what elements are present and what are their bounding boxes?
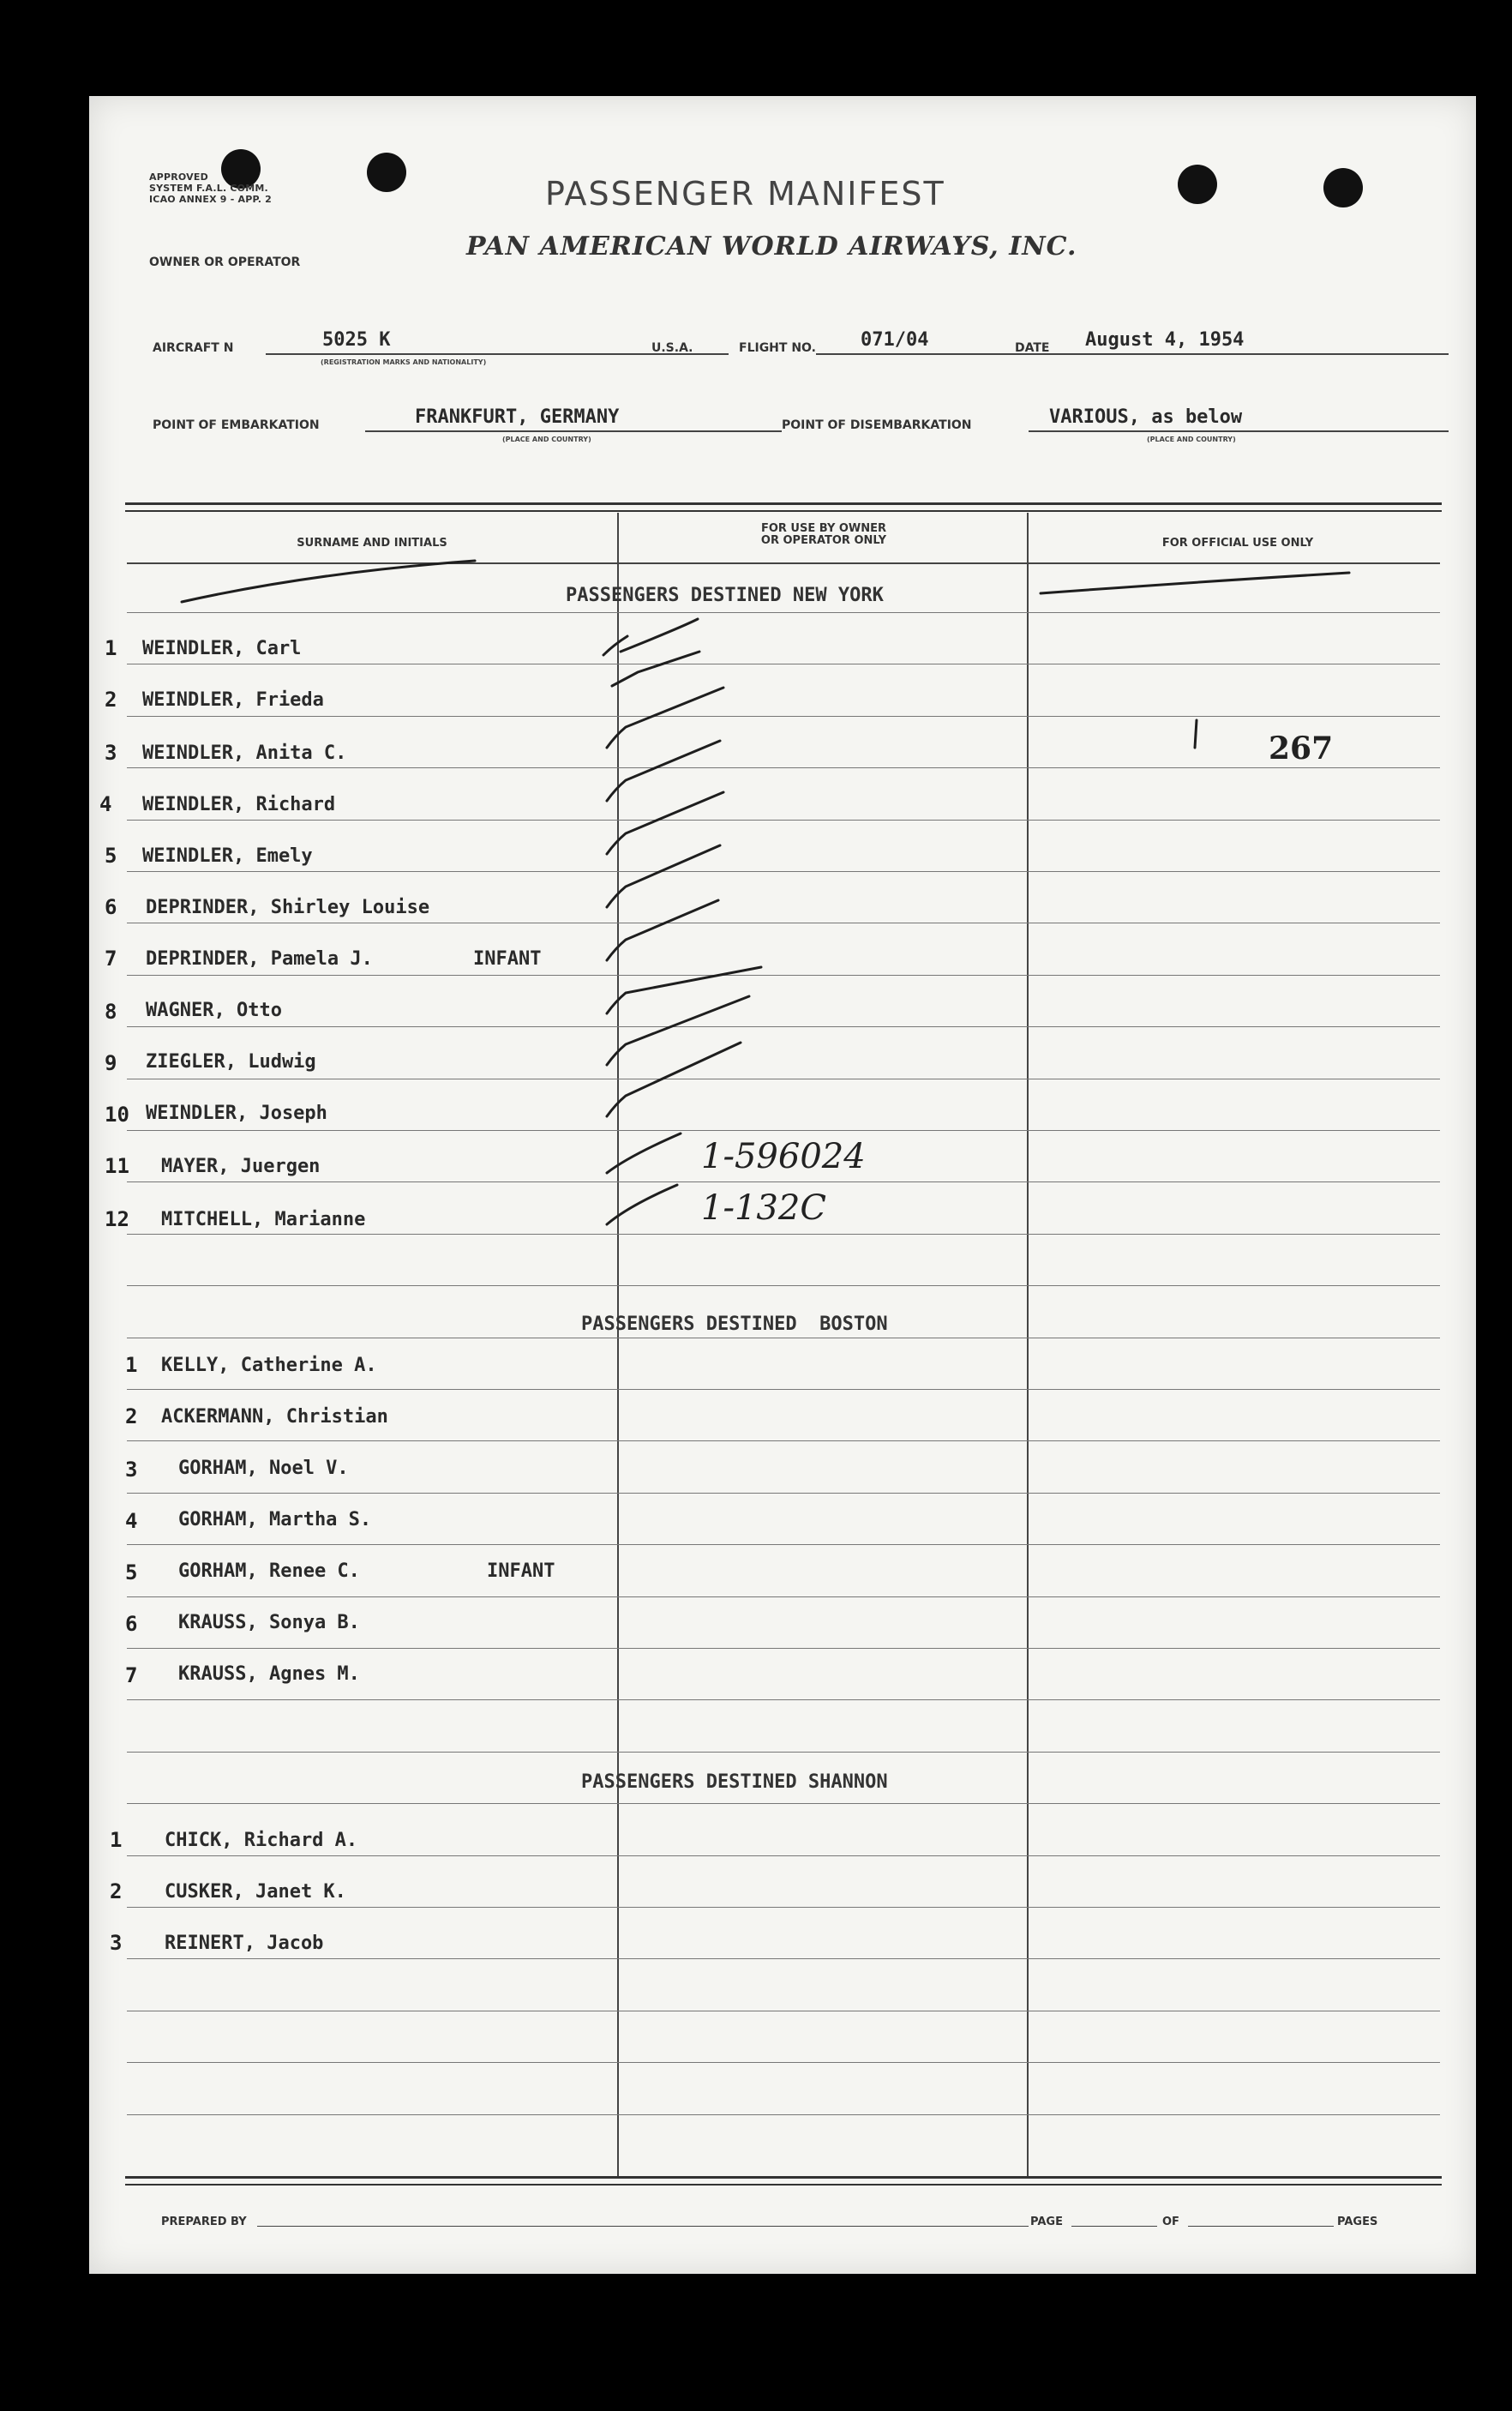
passenger-number: 1 bbox=[125, 1353, 138, 1377]
passenger-name: ZIEGLER, Ludwig bbox=[146, 1051, 316, 1073]
passenger-number: 1 bbox=[110, 1828, 123, 1852]
usa-label: U.S.A. bbox=[651, 341, 693, 355]
passenger-name: CUSKER, Janet K. bbox=[165, 1881, 346, 1903]
prepared-by-label: PREPARED BY bbox=[161, 2216, 247, 2228]
date-label: DATE bbox=[1015, 341, 1050, 355]
passenger-name: KELLY, Catherine A. bbox=[161, 1355, 377, 1376]
checkmark bbox=[607, 792, 723, 854]
passenger-name: GORHAM, Renee C. bbox=[178, 1560, 360, 1582]
passenger-name: MAYER, Juergen bbox=[161, 1156, 321, 1177]
passenger-name: KRAUSS, Agnes M. bbox=[178, 1663, 360, 1685]
aircraft-sublabel: (REGISTRATION MARKS AND NATIONALITY) bbox=[321, 358, 487, 366]
passenger-number: 10 bbox=[105, 1103, 129, 1127]
pen-stroke bbox=[1195, 720, 1197, 748]
handwritten-ticket-number: 1-596024 bbox=[701, 1137, 866, 1176]
checkmark bbox=[607, 1185, 677, 1224]
disembarkation-label: POINT OF DISEMBARKATION bbox=[782, 418, 972, 432]
passenger-name: MITCHELL, Marianne bbox=[161, 1209, 366, 1230]
checkmark bbox=[607, 996, 749, 1065]
passenger-number: 11 bbox=[105, 1154, 129, 1178]
pen-stroke bbox=[1041, 573, 1349, 593]
approval-line: ICAO ANNEX 9 - APP. 2 bbox=[149, 194, 272, 205]
passenger-number: 5 bbox=[105, 844, 117, 868]
passenger-number: 6 bbox=[105, 895, 117, 919]
passenger-number: 8 bbox=[105, 1000, 117, 1024]
passenger-number: 3 bbox=[125, 1458, 138, 1482]
checkmark bbox=[607, 688, 723, 748]
passenger-number: 2 bbox=[110, 1879, 123, 1903]
date-value: August 4, 1954 bbox=[1085, 329, 1245, 351]
pages-label: PAGES bbox=[1337, 2216, 1378, 2228]
of-label: OF bbox=[1162, 2216, 1179, 2228]
passenger-name: CHICK, Richard A. bbox=[165, 1830, 358, 1851]
passenger-number: 4 bbox=[99, 792, 112, 816]
checkmarks bbox=[89, 96, 1476, 2274]
passenger-name: KRAUSS, Sonya B. bbox=[178, 1612, 360, 1633]
passenger-number: 3 bbox=[110, 1931, 123, 1955]
checkmark bbox=[607, 845, 720, 907]
passenger-name: WEINDLER, Anita C. bbox=[142, 743, 347, 764]
disembarkation-sublabel: (PLACE AND COUNTRY) bbox=[1147, 436, 1236, 443]
checkmark bbox=[603, 619, 698, 655]
aircraft-label: AIRCRAFT N bbox=[153, 341, 234, 355]
handwritten-ticket-number: 1-132C bbox=[701, 1188, 826, 1228]
owner-label: OWNER OR OPERATOR bbox=[149, 256, 301, 269]
company-name: PAN AMERICAN WORLD AIRWAYS, INC. bbox=[466, 231, 1077, 262]
passenger-number: 3 bbox=[105, 741, 117, 765]
embarkation-label: POINT OF EMBARKATION bbox=[153, 418, 320, 432]
embarkation-value: FRANKFURT, GERMANY bbox=[415, 406, 620, 428]
aircraft-value: 5025 K bbox=[322, 329, 391, 351]
column-header-owner: FOR USE BY OWNER OR OPERATOR ONLY bbox=[760, 522, 887, 547]
passenger-number: 7 bbox=[105, 947, 117, 971]
pen-stroke bbox=[182, 561, 475, 602]
infant-note: INFANT bbox=[473, 948, 542, 970]
passenger-number: 1 bbox=[105, 636, 117, 660]
column-header-official: FOR OFFICIAL USE ONLY bbox=[1161, 537, 1314, 550]
passenger-number: 2 bbox=[125, 1404, 138, 1428]
passenger-name: DEPRINDER, Pamela J. bbox=[146, 948, 373, 970]
official-note: 267 bbox=[1269, 731, 1334, 767]
approval-line: SYSTEM F.A.L. COMM. bbox=[149, 183, 268, 194]
section-heading-boston: PASSENGERS DESTINED BOSTON bbox=[581, 1314, 888, 1335]
passenger-number: 6 bbox=[125, 1612, 138, 1636]
passenger-name: WEINDLER, Joseph bbox=[146, 1103, 327, 1124]
checkmark bbox=[612, 652, 699, 686]
passenger-name: GORHAM, Noel V. bbox=[178, 1458, 349, 1479]
passenger-name: REINERT, Jacob bbox=[165, 1933, 324, 1954]
checkmark bbox=[607, 967, 761, 1013]
passenger-name: ACKERMANN, Christian bbox=[161, 1406, 388, 1428]
passenger-number: 4 bbox=[125, 1509, 138, 1533]
passenger-name: WAGNER, Otto bbox=[146, 1000, 282, 1021]
passenger-number: 7 bbox=[125, 1663, 138, 1687]
passenger-number: 9 bbox=[105, 1051, 117, 1075]
passenger-number: 12 bbox=[105, 1207, 129, 1231]
passenger-name: WEINDLER, Carl bbox=[142, 638, 302, 659]
form-title: PASSENGER MANIFEST bbox=[545, 175, 945, 213]
approval-line: APPROVED bbox=[149, 171, 208, 183]
section-heading-new-york: PASSENGERS DESTINED NEW YORK bbox=[566, 585, 884, 606]
section-heading-shannon: PASSENGERS DESTINED SHANNON bbox=[581, 1771, 888, 1793]
page-label: PAGE bbox=[1030, 2216, 1063, 2228]
infant-note: INFANT bbox=[487, 1560, 555, 1582]
checkmark bbox=[607, 741, 720, 801]
passenger-name: WEINDLER, Richard bbox=[142, 794, 336, 815]
passenger-number: 5 bbox=[125, 1560, 138, 1584]
passenger-name: WEINDLER, Emely bbox=[142, 845, 313, 867]
flight-label: FLIGHT NO. bbox=[739, 341, 816, 355]
passenger-name: DEPRINDER, Shirley Louise bbox=[146, 897, 430, 918]
embarkation-sublabel: (PLACE AND COUNTRY) bbox=[502, 436, 591, 443]
column-header-surname: SURNAME AND INITIALS bbox=[297, 537, 447, 550]
table-bottom-rule bbox=[125, 2176, 1442, 2186]
passenger-number: 2 bbox=[105, 688, 117, 712]
flight-number: 071/04 bbox=[861, 329, 929, 351]
passenger-name: GORHAM, Martha S. bbox=[178, 1509, 372, 1530]
checkmark bbox=[607, 900, 718, 960]
passenger-name: WEINDLER, Frieda bbox=[142, 689, 324, 711]
checkmark bbox=[607, 1133, 681, 1173]
disembarkation-value: VARIOUS, as below bbox=[1049, 406, 1243, 428]
checkmark bbox=[607, 1043, 741, 1116]
manifest-sheet bbox=[89, 96, 1476, 2274]
